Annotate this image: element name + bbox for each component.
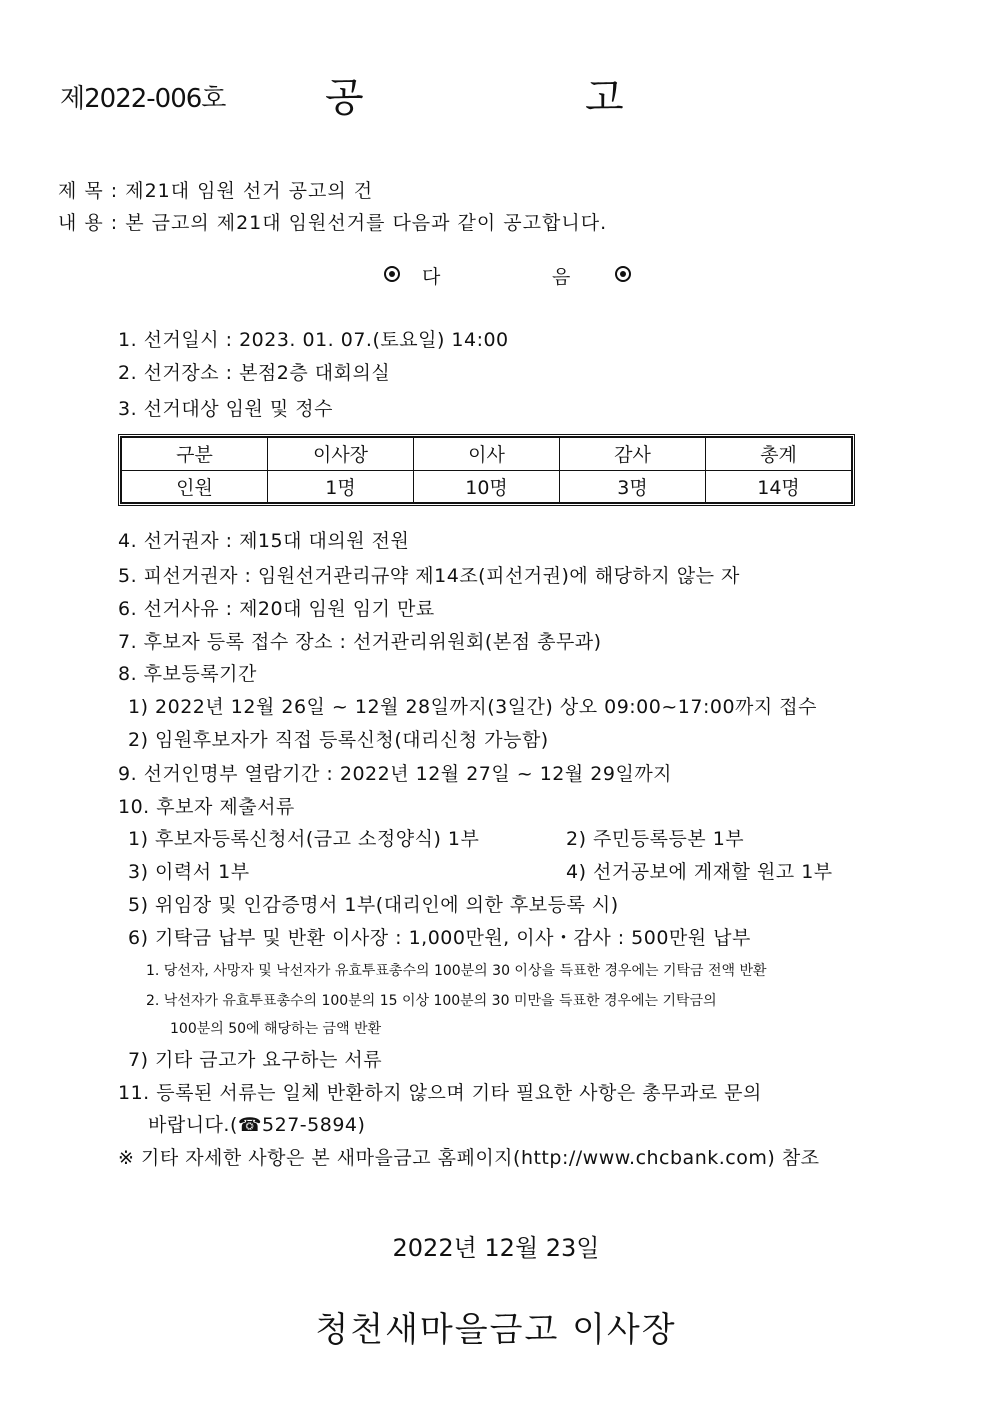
- table-cell: 이사: [414, 438, 560, 471]
- item-10-2: 2) 주민등록등본 1부: [566, 828, 745, 850]
- item-2: 2. 선거장소 : 본점2층 대회의실: [118, 362, 391, 384]
- item-11: 11. 등록된 서류는 일체 반환하지 않으며 기타 필요한 사항은 총무과로 문의: [118, 1082, 762, 1104]
- table-cell: 14명: [706, 470, 852, 503]
- item-11-cont: 바랍니다.(☎527-5894): [148, 1114, 366, 1136]
- title-char-1: 공: [325, 75, 364, 121]
- item-3: 3. 선거대상 임원 및 정수: [118, 398, 333, 420]
- eum-char: 음: [552, 266, 571, 288]
- item-5: 5. 피선거권자 : 임원선거관리규약 제14조(피선거권)에 해당하지 않는 자: [118, 565, 740, 587]
- item-8-2: 2) 임원후보자가 직접 등록신청(대리신청 가능함): [128, 729, 549, 751]
- deposit-note-2-cont: 100분의 50에 해당하는 금액 반환: [170, 1021, 382, 1037]
- item-4: 4. 선거권자 : 제15대 대의원 전원: [118, 530, 410, 552]
- item-9: 9. 선거인명부 열람기간 : 2022년 12월 27일 ~ 12월 29일까지: [118, 763, 673, 785]
- deposit-note-2: 2. 낙선자가 유효투표총수의 100분의 15 이상 100분의 30 미만을 득표한 경우에는 기탁금의: [146, 993, 717, 1009]
- item-10: 10. 후보자 제출서류: [118, 796, 295, 818]
- subject-line: 제 목 : 제21대 임원 선거 공고의 건: [58, 180, 374, 202]
- table-cell: 3명: [560, 470, 706, 503]
- item-6: 6. 선거사유 : 제20대 임원 임기 만료: [118, 598, 435, 620]
- table-cell: 총계: [706, 438, 852, 471]
- homepage-remark: ※ 기타 자세한 사항은 본 새마을금고 홈페이지(http://www.chcbank.com) 참조: [118, 1147, 820, 1169]
- item-8: 8. 후보등록기간: [118, 663, 257, 685]
- item-10-1: 1) 후보자등록신청서(금고 소정양식) 1부: [128, 828, 480, 850]
- document-number: 제2022-006호: [60, 84, 226, 114]
- table-row: [122, 470, 852, 503]
- item-10-7: 7) 기타 금고가 요구하는 서류: [128, 1049, 383, 1071]
- bullet-icon-left: [384, 266, 400, 282]
- item-1: 1. 선거일시 : 2023. 01. 07.(토요일) 14:00: [118, 329, 509, 351]
- announcement-date: 2022년 12월 23일: [392, 1234, 600, 1262]
- table-cell: 구분: [122, 438, 268, 471]
- table-cell: 1명: [268, 470, 414, 503]
- deposit-note-1: 1. 당선자, 사망자 및 낙선자가 유효투표총수의 100분의 30 이상을 득표한 경우에는 기탁금 전액 반환: [146, 963, 767, 979]
- item-10-5: 5) 위임장 및 인감증명서 1부(대리인에 의한 후보등록 시): [128, 894, 619, 916]
- officer-count-table: [118, 434, 855, 506]
- da-char: 다: [422, 266, 441, 288]
- content-line: 내 용 : 본 금고의 제21대 임원선거를 다음과 같이 공고합니다.: [58, 212, 608, 234]
- item-10-3: 3) 이력서 1부: [128, 861, 250, 883]
- title-char-2: 고: [585, 75, 624, 121]
- item-10-6: 6) 기탁금 납부 및 반환 이사장 : 1,000만원, 이사・감사 : 500만원 납부: [128, 927, 751, 949]
- table-cell: 감사: [560, 438, 706, 471]
- table-cell: 인원: [122, 470, 268, 503]
- item-7: 7. 후보자 등록 접수 장소 : 선거관리위원회(본점 총무과): [118, 631, 602, 653]
- bullet-icon-right: [615, 266, 631, 282]
- table-cell: 이사장: [268, 438, 414, 471]
- item-8-1: 1) 2022년 12월 26일 ~ 12월 28일까지(3일간) 상오 09:00~17:00까지 접수: [128, 696, 817, 718]
- item-10-4: 4) 선거공보에 게재할 원고 1부: [566, 861, 833, 883]
- issuer-signature: 청천새마을금고 이사장: [315, 1310, 677, 1350]
- table-header-row: [122, 438, 852, 471]
- table-cell: 10명: [414, 470, 560, 503]
